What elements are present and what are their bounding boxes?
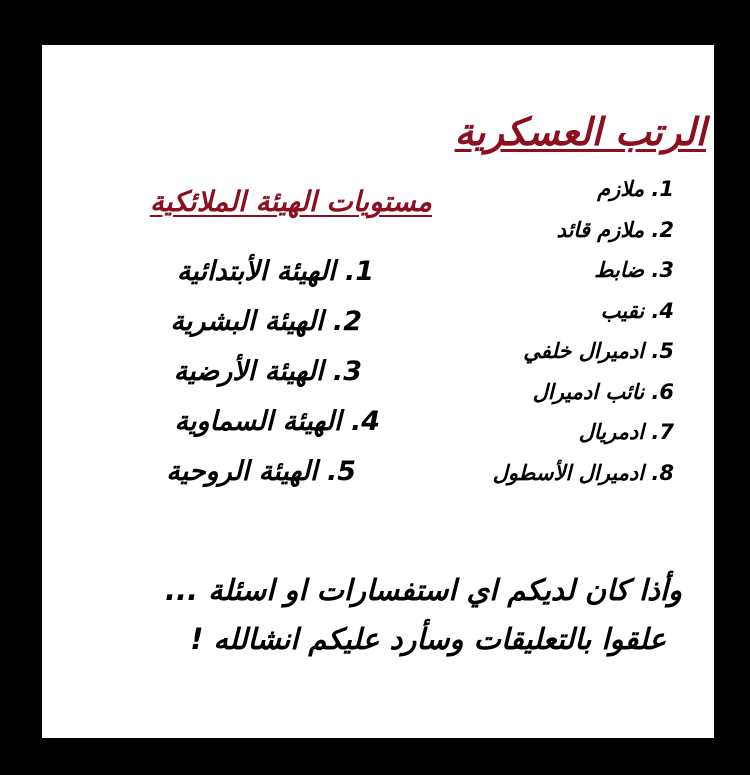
list-item: 1. الهيئة الأبتدائية — [176, 256, 374, 287]
list-item: 2. الهيئة البشرية — [170, 306, 362, 337]
list-item: 3. الهيئة الأرضية — [173, 356, 362, 387]
ranks-title: الرتب العسكرية — [454, 110, 706, 154]
list-item: 3. ضابط — [594, 258, 674, 282]
list-item: 5. ادميرال خلفي — [523, 339, 674, 363]
ranks-list — [493, 169, 674, 493]
levels-title: مستويات الهيئة الملائكية — [149, 185, 432, 218]
list-item: 4. نقيب — [600, 298, 674, 323]
footer-line-1: وأذا كان لديكم اي استفسارات او اسئلة ... — [164, 573, 682, 607]
levels-list — [166, 247, 380, 497]
list-item: 1. ملازم — [597, 177, 674, 201]
list-item: 7. ادمريال — [578, 420, 674, 444]
list-item: 5. الهيئة الروحية — [166, 456, 356, 487]
list-item: 4. الهيئة السماوية — [174, 406, 380, 437]
list-item: 2. ملازم قائد — [556, 217, 674, 242]
footer-line-2: علقوا بالتعليقات وسأرد عليكم انشالله ! — [190, 622, 666, 656]
list-item: 6. نائب ادميرال — [532, 379, 674, 404]
document-page — [42, 45, 714, 738]
list-item: 8. ادميرال الأسطول — [492, 460, 674, 485]
